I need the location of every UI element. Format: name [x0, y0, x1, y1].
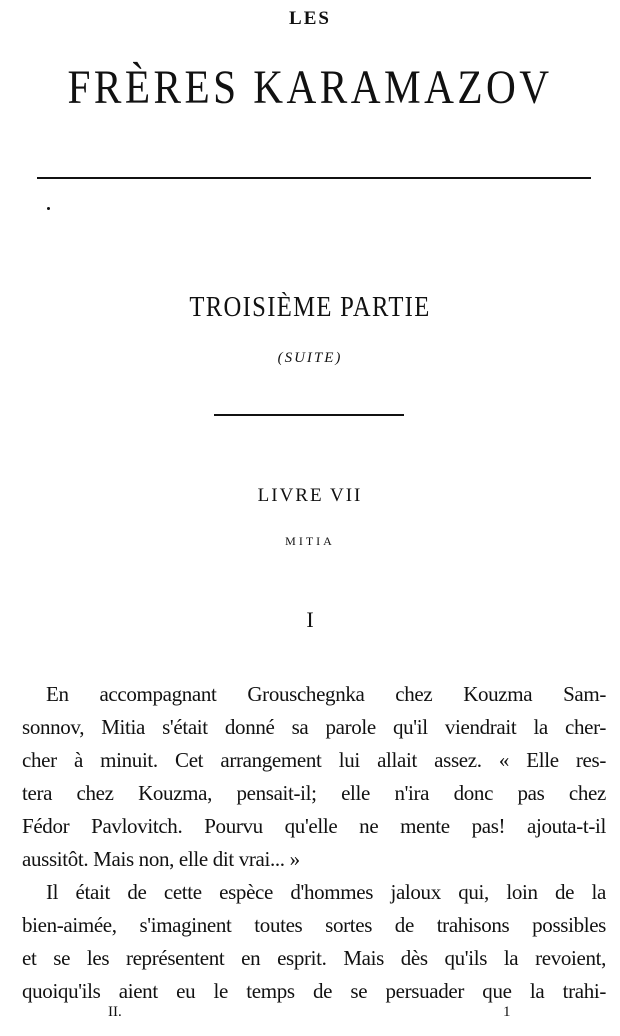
text-line: bien-aimée, s'imaginent toutes sortes de trahisons possibles — [22, 913, 606, 937]
text-line: quoiqu'ils aient eu le temps de se persuader que la trahi- — [22, 979, 606, 1003]
part-subtitle: (SUITE) — [277, 350, 343, 366]
text-line: tera chez Kouzma, pensait-il; elle n'ira donc pas chez — [22, 781, 606, 805]
part-rule — [214, 414, 404, 416]
text-line: En accompagnant Grouschegnka chez Kouzma Sam- — [46, 682, 606, 706]
book-label: LIVRE VII — [257, 485, 363, 506]
page-number: 1 — [503, 1004, 511, 1020]
ink-dot — [47, 207, 50, 210]
text-line: Il était de cette espèce d'hommes jaloux qui, loin de la — [46, 880, 606, 904]
text-line: Fédor Pavlovitch. Pourvu qu'elle ne mente pas! ajouta-t-il — [22, 814, 606, 838]
title-rule — [37, 177, 591, 179]
part-title: TROISIÈME PARTIE — [189, 292, 431, 323]
text-line: sonnov, Mitia s'était donné sa parole qu'il viendrait la cher- — [22, 715, 606, 739]
title-kicker: LES — [289, 8, 331, 29]
book-name: MITIA — [285, 534, 335, 548]
text-line: aussitôt. Mais non, elle dit vrai... » — [22, 847, 300, 871]
chapter-number: I — [306, 607, 314, 632]
book-title: FRÈRES KARAMAZOV — [67, 61, 553, 114]
text-line: cher à minuit. Cet arrangement lui allait assez. « Elle res- — [22, 748, 606, 772]
text-line: et se les représentent en esprit. Mais dès qu'ils la revoient, — [22, 946, 606, 970]
signature-mark: II. — [108, 1004, 122, 1020]
body-text — [22, 678, 606, 1008]
